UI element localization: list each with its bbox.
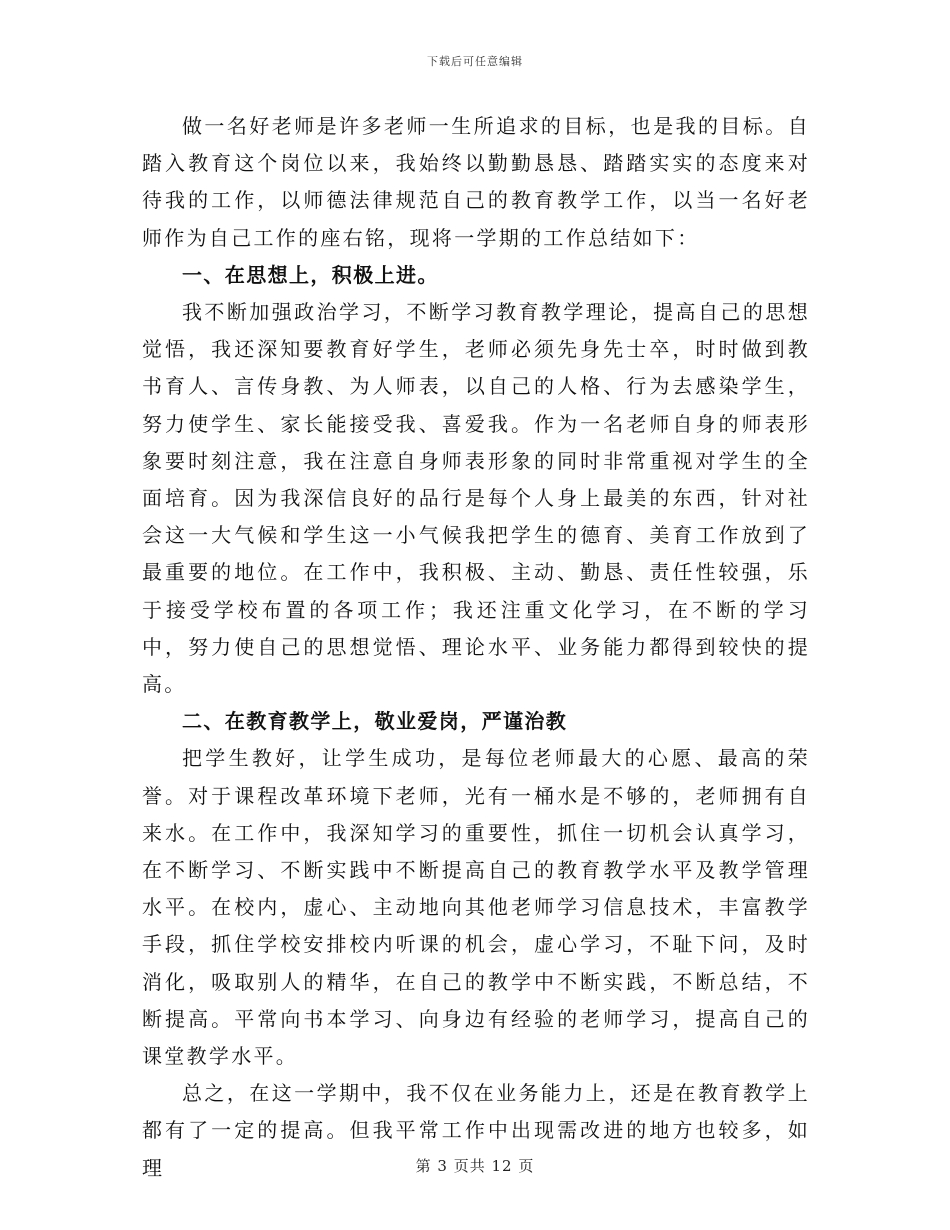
section-2-paragraph: 把学生教好，让学生成功，是每位老师最大的心愿、最高的荣誉。对于课程改革环境下老师，光有一桶水是不够的，老师拥有自来水。在工作中，我深知学习的重要性，抓住一切机会认真学习，在不断学习、不断实践中不断提高自己的教育教学水平及教学管理水平。在校内，虚心、主动地向其他老师学习信息技术，丰富教学手段，抓住学校安排校内听课的机会，虚心学习，不耻下问，及时消化，吸取别人的精华，在自己的教学中不断实践，不断总结，不断提高。平常向书本学习、向身边有经验的老师学习，提高自己的课堂教学水平。	[142, 746, 810, 1069]
page-header-note: 下载后可任意编辑	[427, 55, 523, 68]
section-1-paragraph: 我不断加强政治学习，不断学习教育教学理论，提高自己的思想觉悟，我还深知要教育好学生，老师必须先身先士卒，时时做到教书育人、言传身教、为人师表，以自己的人格、行为去感染学生，努力使学生、家长能接受我、喜爱我。作为一名老师自身的师表形象要时刻注意，我在注意自身师表形象的同时非常重视对学生的全面培育。因为我深信良好的品行是每个人身上最美的东西，针对社会这一大气候和学生这一小气候我把学生的德育、美育工作放到了最重要的地位。在工作中，我积极、主动、勤恳、责任性较强，乐于接受学校布置的各项工作；我还注重文化学习，在不断的学习中，努力使自己的思想觉悟、理论水平、业务能力都得到较快的提高。	[142, 300, 810, 697]
intro-paragraph: 做一名好老师是许多老师一生所追求的目标，也是我的目标。自踏入教育这个岗位以来，我始终以勤勤恳恳、踏踏实实的态度来对待我的工作，以师德法律规范自己的教育教学工作，以当一名好老师作为自己工作的座右铭，现将一学期的工作总结如下：	[142, 114, 810, 250]
document-body	[142, 108, 810, 1187]
section-heading-1: 一、在思想上，积极上进。	[182, 262, 439, 287]
summary-paragraph: 总之，在这一学期中，我不仅在业务能力上，还是在教育教学上都有了一定的提高。但我平常工作中出现需改进的地方也较多，如理	[142, 1081, 810, 1180]
page-number: 第 3 页共 12 页	[415, 1157, 535, 1175]
section-heading-2: 二、在教育教学上，敬业爱岗，严谨治教	[182, 709, 568, 734]
